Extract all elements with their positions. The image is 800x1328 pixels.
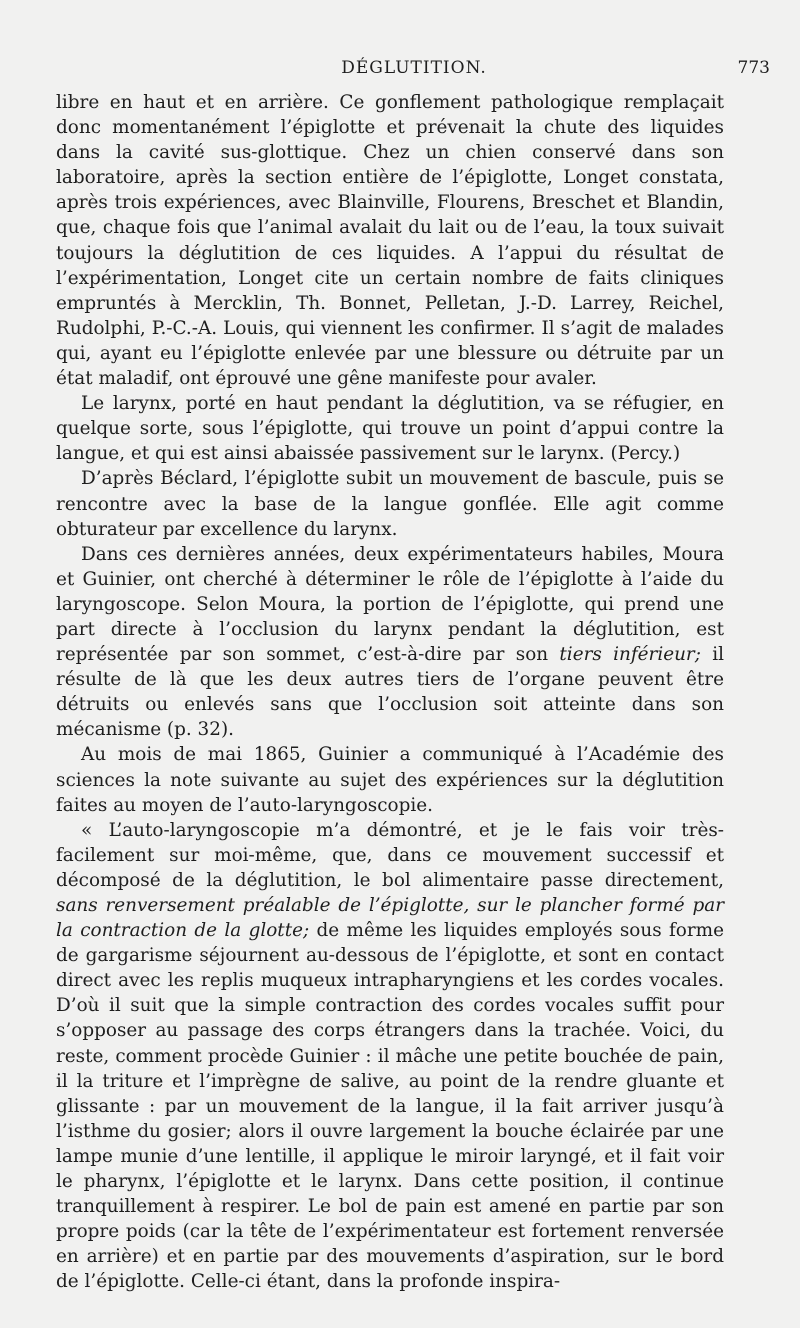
body-text [56,90,724,1295]
running-head [58,58,770,84]
running-title: DÉGLUTITION. [341,58,487,78]
paragraph-text: libre en haut et en arrière. Ce gonflement pathologique remplaçait donc momentanément l’épiglotte et prévenait la chute des liquides dans la cavité sus-glottique. Chez un chien conservé dans son laboratoire, après la section entière de l’épiglotte, Longet constata, après trois expériences, avec Blainville, Flourens, Breschet et Blandin, que, chaque fois que l’animal avalait du lait ou de l’eau, la toux suivait toujours la déglutition de ces liquides. A l’appui du résultat de l’expérimentation, Longet cite un certain nombre de faits cliniques empruntés à Mercklin, Th. Bonnet, Pelletan, J.-D. Larrey, Reichel, Rudolphi, P.-C.-A. Louis, qui viennent les confirmer. Il s’agit de malades qui, ayant eu l’épiglotte enlevée par une blessure ou détruite par un état maladif, ont éprouvé une gêne manifeste pour avaler. [56,92,724,390]
paragraph [56,391,724,466]
paragraph-text: « L’auto-laryngoscopie m’a démontré, et je le fais voir très-facilement sur moi-même, que, dans ce mouvement successif et décomposé de la déglutition, le bol alimentaire passe directement, [56,819,724,891]
paragraph-text: Dans ces dernières années, deux expérimentateurs habiles, Moura et Guinier, ont cherché à déterminer le rôle de l’épiglotte à l’aide du laryngoscope. Selon Moura, la portion de l’épiglotte, qui prend une part directe à l’occlusion du larynx pendant la déglutition, est représentée par son sommet, c’est-à-dire par son [56,543,724,666]
paragraph-text: il résulte de là que les deux autres tiers de l’organe peuvent être détruits ou enlevés sans que l’occlusion soit atteinte dans son mécanisme (p. 32). [56,644,724,741]
italic-text: tiers inférieur; [559,644,701,666]
paragraph [56,742,724,817]
paragraph-text: Au mois de mai 1865, Guinier a communiqué à l’Académie des sciences la note suivante au sujet des expériences sur la déglutition faites au moyen de l’auto-laryngoscopie. [56,744,724,816]
page-number: 773 [737,58,770,78]
italic-text: sans renversement préalable de l’épiglotte, sur le plancher formé par la contraction de la glotte; [56,895,724,942]
paragraph [56,542,724,743]
paragraph [56,818,724,1295]
paragraph-text: Le larynx, porté en haut pendant la déglutition, va se réfugier, en quelque sorte, sous l’épiglotte, qui trouve un point d’appui contre la langue, et qui est ainsi abaissée passivement sur le larynx. (Percy.) [56,393,724,465]
paragraph-text: D’après Béclard, l’épiglotte subit un mouvement de bascule, puis se rencontre avec la base de la langue gonflée. Elle agit comme obturateur par excellence du larynx. [56,468,724,540]
paragraph [56,90,724,391]
paragraph [56,466,724,541]
paragraph-text: de même les liquides employés sous forme de gargarisme séjournent au-dessous de l’épiglotte, et sont en contact direct avec les replis muqueux intrapharyngiens et les cordes vocales. D’où il suit que la simple contraction des cordes vocales suffit pour s’opposer au passage des corps étrangers dans la trachée. Voici, du reste, comment procède Guinier : il mâche une petite bouchée de pain, il la triture et l’imprègne de salive, au point de la rendre gluante et glissante : par un mouvement de la langue, il la fait arriver jusqu’à l’isthme du gosier; alors il ouvre largement la bouche éclairée par une lampe munie d’une lentille, il applique le miroir laryngé, et il fait voir le pharynx, l’épiglotte et le larynx. Dans cette position, il continue tranquillement à respirer. Le bol de pain est amené en partie par son propre poids (car la tête de l’expérimentateur est fortement renversée en arrière) et en partie par des mouvements d’aspiration, sur le bord de l’épiglotte. Celle-ci étant, dans la profonde inspira- [56,920,724,1293]
